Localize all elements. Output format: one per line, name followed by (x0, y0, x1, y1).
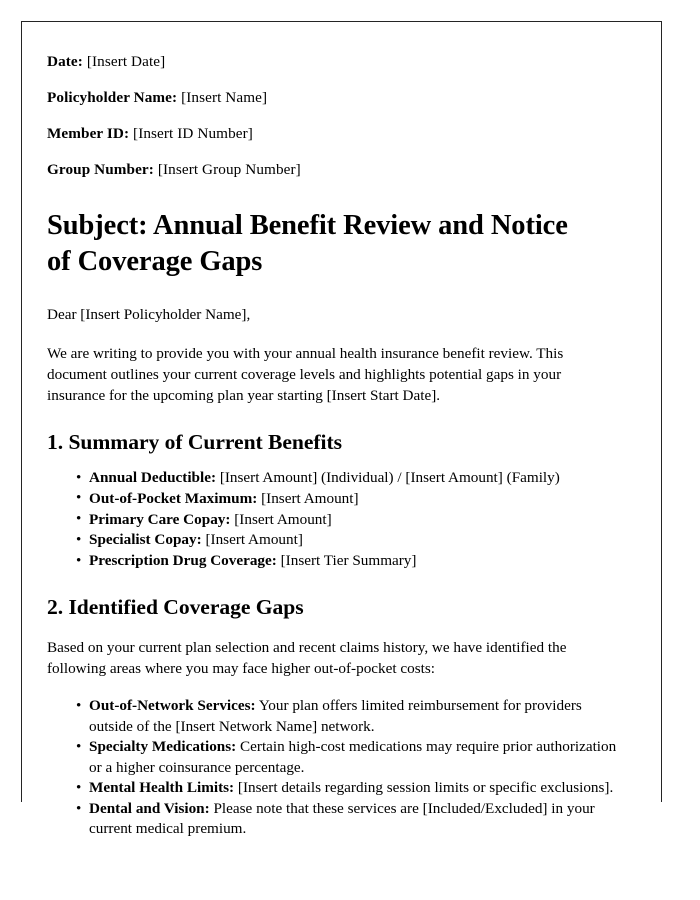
bullet-text: [Insert Amount] (205, 531, 303, 549)
header-field-group-number (47, 143, 647, 179)
header-field-policyholder-name-value: [Insert Name] (181, 89, 268, 106)
document-content (47, 22, 647, 840)
list-item (47, 778, 625, 798)
header-field-policyholder-name-label: Policyholder Name: (47, 89, 178, 106)
header-fields-block (47, 22, 647, 179)
bullet-text: [Insert Amount] (234, 510, 332, 528)
list-item (47, 468, 625, 488)
bullet-label: Prescription Drug Coverage: (89, 552, 277, 570)
bullet-label: Primary Care Copay: (89, 510, 231, 528)
list-item (47, 510, 625, 530)
header-field-policyholder-name (47, 71, 647, 107)
section-two-bullet-list (47, 680, 647, 839)
bullet-text: Please note that these services are [Included/Excluded] in your current medical premium. (89, 800, 595, 838)
document-title: Subject: Annual Benefit Review and Notice of Coverage Gaps (47, 210, 568, 277)
bullet-text: [Insert details regarding session limits or specific exclusions]. (237, 779, 614, 797)
bullet-label: Specialty Medications: (89, 738, 237, 756)
header-field-member-id-label: Member ID: (47, 125, 130, 142)
list-item (47, 737, 625, 778)
document-page-sheet (21, 21, 662, 838)
section-two-heading: 2. Identified Coverage Gaps (47, 594, 304, 619)
header-field-group-number-label: Group Number: (47, 161, 154, 178)
header-field-date (47, 22, 647, 71)
list-item (47, 799, 625, 840)
bullet-text: [Insert Amount] (Individual) / [Insert Amount] (Family) (219, 469, 560, 487)
section-one-heading: 1. Summary of Current Benefits (47, 429, 342, 454)
salutation: Dear [Insert Policyholder Name], (47, 305, 251, 323)
header-field-member-id (47, 107, 647, 143)
list-item (47, 530, 625, 550)
bullet-label: Annual Deductible: (89, 469, 217, 487)
bullet-text: Your plan offers limited reimbursement for providers outside of the [Insert Network Name] network. (89, 697, 582, 735)
bullet-text: [Insert Tier Summary] (280, 552, 417, 570)
list-item (47, 551, 625, 571)
bullet-label: Out-of-Pocket Maximum: (89, 489, 258, 507)
header-field-date-value: [Insert Date] (86, 53, 166, 70)
section-one-bullet-list (47, 455, 647, 571)
bullet-label: Mental Health Limits: (89, 779, 235, 797)
bullet-text: Certain high-cost medications may require prior authorization or a higher coinsurance percentage. (89, 738, 617, 776)
list-item (47, 696, 625, 737)
bullet-label: Dental and Vision: (89, 800, 210, 818)
section-two-intro-paragraph: Based on your current plan selection and recent claims history, we have identified the following areas where you may face higher out-of-pocket costs: (47, 639, 567, 678)
header-field-member-id-value: [Insert ID Number] (133, 125, 253, 142)
bullet-label: Specialist Copay: (89, 531, 202, 549)
bullet-label: Out-of-Network Services: (89, 697, 256, 715)
list-item (47, 489, 625, 509)
header-field-date-label: Date: (47, 53, 83, 70)
intro-paragraph: We are writing to provide you with your annual health insurance benefit review. This document outlines your current coverage levels and highlights potential gaps in your insurance for the upcoming plan year starting [Insert Start Date]. (47, 344, 564, 404)
bullet-text: [Insert Amount] (261, 489, 359, 507)
header-field-group-number-value: [Insert Group Number] (157, 161, 301, 178)
